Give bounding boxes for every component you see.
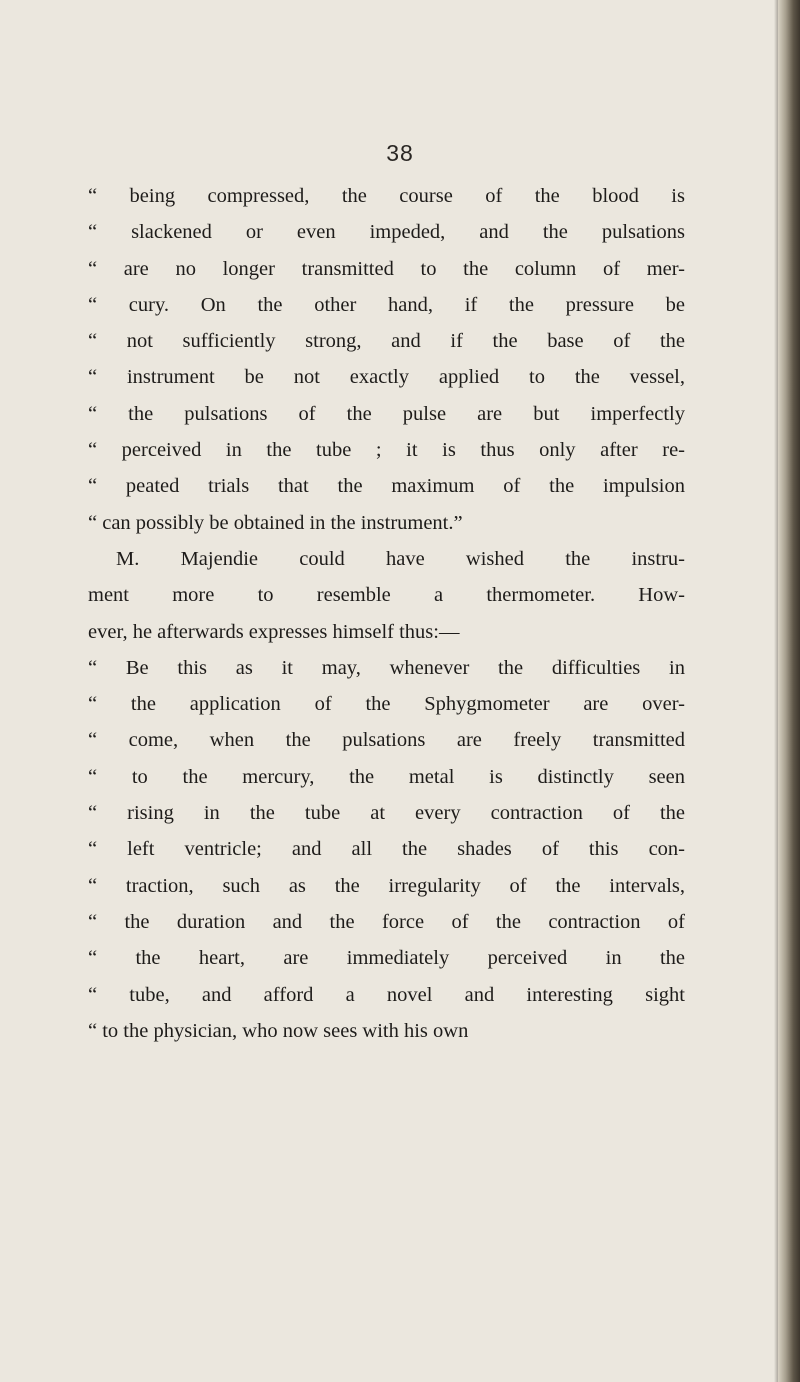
text-line: “ can possibly be obtained in the instrument.” <box>88 511 463 534</box>
text-line: “ rising in the tube at every contraction of the <box>88 802 685 825</box>
text-line: “ cury. On the other hand, if the pressure be <box>88 293 685 316</box>
text-line: “ the heart, are immediately perceived in the <box>88 947 685 970</box>
text-line: “ to the mercury, the metal is distinctly seen <box>88 765 685 788</box>
body-text <box>88 178 685 1049</box>
text-line: “ the duration and the force of the contraction of <box>88 910 685 933</box>
text-line: “ slackened or even impeded, and the pulsations <box>88 221 685 244</box>
text-line: “ instrument be not exactly applied to the vessel, <box>88 366 685 389</box>
book-binding-edge <box>778 0 800 1382</box>
text-line: “ left ventricle; and all the shades of this con- <box>88 838 685 861</box>
text-line: “ traction, such as the irregularity of the intervals, <box>88 874 685 897</box>
text-line: “ the pulsations of the pulse are but imperfectly <box>88 402 685 425</box>
text-line: “ Be this as it may, whenever the difficulties in <box>88 656 685 679</box>
text-line: ever, he afterwards expresses himself thus:— <box>88 620 460 643</box>
text-line: “ peated trials that the maximum of the impulsion <box>88 475 685 498</box>
text-line: “ the application of the Sphygmometer are over- <box>88 693 685 716</box>
text-line: “ not sufficiently strong, and if the base of the <box>88 330 685 353</box>
text-line: “ are no longer transmitted to the column of mer- <box>88 257 685 280</box>
text-line: M. Majendie could have wished the instru- <box>116 547 685 570</box>
page-number: 38 <box>386 140 414 166</box>
text-line: “ come, when the pulsations are freely transmitted <box>88 729 685 752</box>
text-line: ment more to resemble a thermometer. How- <box>88 584 685 607</box>
text-line: “ being compressed, the course of the blood is <box>88 185 685 207</box>
text-line: “ to the physician, who now sees with his own <box>88 1019 469 1042</box>
text-line: “ tube, and afford a novel and interesting sight <box>88 983 685 1006</box>
text-line: “ perceived in the tube ; it is thus only after re- <box>88 439 685 462</box>
